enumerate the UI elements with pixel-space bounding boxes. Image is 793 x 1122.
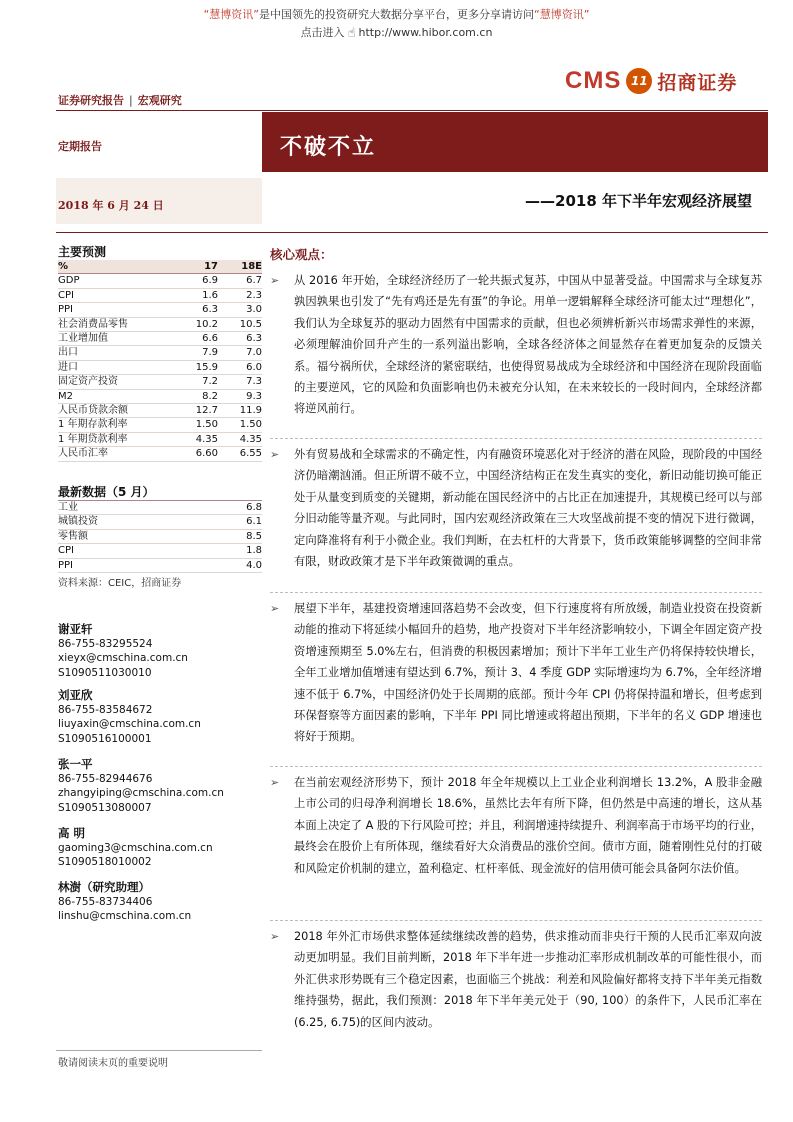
analyst-cert: S1090513080007 [58, 801, 152, 814]
core-view-text: 外有贸易战和全球需求的不确定性，内有融资环境恶化对于经济的潜在风险，现阶段的中国经济仍暗潮汹涌。但正所谓不破不立，中国经济结构正在发生真实的变化，新旧动能切换可能正处于从量变到质变的关键期，新动能在国民经济中的占比正在加速提升，其规模已经可以与部分旧动能等量齐观。与此同时，国内宏观经济政策在三大攻坚战前提不变的情况下进行微调，定向降准将有利于小微企业。我们判断，在去杠杆的大背景下，货币政策能够调整的空间非常有限，财政政策才是下半年政策微调的重点。 [294, 448, 762, 569]
forecast-table [58, 260, 262, 462]
analyst-phone: 86-755-83295524 [58, 637, 153, 650]
latest-data-table [58, 500, 262, 573]
value-2017: 1.6 [170, 288, 218, 302]
promo-brand-2: “慧博资讯” [534, 8, 590, 21]
value-2017: 10.2 [170, 317, 218, 331]
core-view-item [270, 772, 762, 879]
table-row [58, 404, 262, 418]
forecast-heading: 主要预测 [58, 245, 107, 259]
table-row [58, 375, 262, 389]
footer-note: 敬请阅读末页的重要说明 [58, 1058, 168, 1069]
table-row [58, 529, 262, 543]
paragraph-divider [270, 438, 762, 439]
value-2018e: 4.35 [218, 432, 262, 446]
value-2018e: 9.3 [218, 389, 262, 403]
table-row [58, 303, 262, 317]
core-view-text: 2018 年外汇市场供求整体延续继续改善的趋势，供求推动而非央行干预的人民币汇率双向波动更加明显。我们目前判断，2018 年下半年进一步推动汇率形成机制改革的可能性很小，而外汇供求形势既有三个稳定因素，也面临三个挑战：利差和风险偏好都将支持下半年美元指数维持强势，据此，我们预测：2018 年下半年美元处于（90, 100）的条件下，人民币汇率在(6.25, 6.75)的区间内波动。 [294, 930, 762, 1029]
logo-chinese: 招商证券 [657, 71, 738, 94]
breadcrumb-report: 证券研究报告 [58, 94, 124, 107]
value-2018e: 6.7 [218, 274, 262, 288]
value-2018e: 1.50 [218, 418, 262, 432]
indicator-name: 社会消费品零售 [58, 317, 170, 331]
header-divider [56, 110, 768, 111]
table-row [58, 288, 262, 302]
indicator-name: 工业增加值 [58, 332, 170, 346]
indicator-name: 1 年期存款利率 [58, 418, 170, 432]
table-row [58, 346, 262, 360]
promo-brand: “慧博资讯” [203, 8, 259, 21]
core-view-item [270, 444, 762, 572]
table-row [58, 418, 262, 432]
analyst-card [58, 688, 201, 746]
analyst-phone: 86-755-83584672 [58, 703, 153, 716]
value-2017: 6.3 [170, 303, 218, 317]
table-row [58, 544, 262, 558]
value-2018e: 6.55 [218, 447, 262, 461]
analyst-card [58, 880, 191, 924]
arrow-bullet-icon: ➢ [270, 448, 280, 461]
promo-text: 是中国领先的投资研究大数据分享平台，更多分享请访问 [259, 8, 534, 21]
table-row [58, 501, 262, 515]
data-source: 资料来源：CEIC，招商证券 [58, 578, 182, 589]
value-2017: 6.60 [170, 447, 218, 461]
analyst-card [58, 757, 224, 815]
table-row [58, 389, 262, 403]
indicator-name: PPI [58, 558, 208, 572]
analyst-name: 张一平 [58, 757, 93, 771]
analyst-name: 刘亚欣 [58, 688, 93, 702]
core-view-item [270, 926, 762, 1033]
indicator-name: 出口 [58, 346, 170, 360]
arrow-bullet-icon: ➢ [270, 274, 280, 287]
indicator-name: M2 [58, 389, 170, 403]
paragraph-divider [270, 766, 762, 767]
indicator-name: 人民币贷款余额 [58, 404, 170, 418]
core-views-heading: 核心观点： [270, 247, 333, 262]
value-2017: 4.35 [170, 432, 218, 446]
core-view-item [270, 598, 762, 748]
table-row [58, 317, 262, 331]
indicator-name: CPI [58, 544, 208, 558]
paragraph-divider [270, 920, 762, 921]
analyst-email[interactable]: gaoming3@cmschina.com.cn [58, 841, 213, 854]
analyst-phone: 86-755-83734406 [58, 895, 153, 908]
arrow-bullet-icon: ➢ [270, 602, 280, 615]
value-2017: 7.2 [170, 375, 218, 389]
analyst-name: 高 明 [58, 826, 86, 840]
table-row [58, 360, 262, 374]
value-2018e: 7.0 [218, 346, 262, 360]
indicator-name: 进口 [58, 360, 170, 374]
arrow-bullet-icon: ➢ [270, 776, 280, 789]
analyst-email[interactable]: linshu@cmschina.com.cn [58, 910, 192, 923]
report-subtitle: ——2018 年下半年宏观经济展望 [525, 192, 752, 210]
breadcrumb: 证券研究报告 | 宏观研究 [58, 94, 182, 107]
core-view-text: 从 2016 年开始，全球经济经历了一轮共振式复苏，中国从中显著受益。中国需求与全球复苏孰因孰果也引发了“先有鸡还是先有蛋”的争论。用单一逻辑解释全球经济可能太过“理想化”，我们认为全球复苏的驱动力固然有中国需求的贡献，但也必须辨析新兴市场需求弹性的来源，必须理解油价回升产生的一系列溢出影响，全球各经济体之间显然存在着更加复杂的反馈关系。福兮祸所伏，全球经济的紧密联结，也使得贸易战成为全球经济和中国经济在现阶段面临的主要逆风，它的风险和负面影响也仍未被充分认知，在未来较长的一段时间内，全球经济都将逆风前行。 [294, 274, 762, 416]
value-2017: 8.2 [170, 389, 218, 403]
analyst-email[interactable]: xieyx@cmschina.com.cn [58, 652, 188, 665]
core-view-item [270, 270, 762, 420]
column-header-unit: % [58, 260, 170, 274]
analyst-phone: 86-755-82944676 [58, 772, 153, 785]
value-2018e: 10.5 [218, 317, 262, 331]
indicator-name: CPI [58, 288, 170, 302]
table-row [58, 274, 262, 288]
table-row [58, 447, 262, 461]
report-date: 2018 年 6 月 24 日 [58, 199, 164, 212]
latest-value: 6.8 [208, 501, 262, 515]
analyst-cert: S1090511030010 [58, 666, 152, 679]
value-2018e: 6.0 [218, 360, 262, 374]
report-type: 定期报告 [58, 140, 102, 153]
promo-enter-text[interactable]: 点击进入 [300, 26, 345, 39]
core-view-text: 展望下半年，基建投资增速回落趋势不会改变，但下行速度将有所放缓，制造业投资在投资新动能的推动下将延续小幅回升的趋势，地产投资对下半年经济影响较小，下调全年固定资产投资增速预期至 5.0%左右，但消费的积极因素增加；预计下半年工业生产仍将保持较快增长，全年工业增加值增速有望达到 6.7%，预计 3、4 季度 GDP 实际增速均为 6.7%，全年经济增速不低于 6.7%，中国经济仍处于长周期的底部。预计今年 CPI 仍将保持温和增长，但考虑到环保督察等方面因素的影响，下半年 PPI 同比增速或将超出预期，下半年的名义 GDP 增速也将好于预期。 [294, 602, 762, 744]
latest-value: 6.1 [208, 515, 262, 529]
footer-divider [56, 1050, 262, 1051]
table-row [58, 515, 262, 529]
analyst-card [58, 622, 188, 680]
indicator-name: 零售额 [58, 529, 208, 543]
analyst-name: 林澍（研究助理） [58, 880, 150, 894]
latest-value: 4.0 [208, 558, 262, 572]
value-2018e: 11.9 [218, 404, 262, 418]
analyst-cert: S1090518010002 [58, 856, 152, 869]
indicator-name: 固定资产投资 [58, 375, 170, 389]
analyst-cert: S1090516100001 [58, 732, 152, 745]
indicator-name: 人民币汇率 [58, 447, 170, 461]
value-2017: 6.9 [170, 274, 218, 288]
promo-banner [0, 6, 793, 22]
column-header-17: 17 [170, 260, 218, 274]
indicator-name: GDP [58, 274, 170, 288]
table-row [58, 332, 262, 346]
indicator-name: PPI [58, 303, 170, 317]
value-2018e: 2.3 [218, 288, 262, 302]
promo-link-line[interactable] [0, 24, 793, 41]
latest-value: 8.5 [208, 529, 262, 543]
analyst-name: 谢亚轩 [58, 622, 93, 636]
paragraph-divider [270, 592, 762, 593]
breadcrumb-macro: 宏观研究 [137, 94, 182, 107]
report-title: 不破不立 [280, 134, 377, 160]
table-row [58, 558, 262, 572]
latest-value: 1.8 [208, 544, 262, 558]
analyst-email[interactable]: liuyaxin@cmschina.com.cn [58, 718, 201, 731]
value-2017: 7.9 [170, 346, 218, 360]
latest-data-heading: 最新数据（5 月） [58, 485, 155, 499]
header-bottom-divider [56, 232, 768, 233]
value-2017: 15.9 [170, 360, 218, 374]
table-header-row [58, 260, 262, 274]
value-2017: 1.50 [170, 418, 218, 432]
core-view-text: 在当前宏观经济形势下，预计 2018 年全年规模以上工业企业利润增长 13.2%，A 股非金融上市公司的归母净利润增长 18.6%，虽然比去年有所下降，但仍然是中高速的增长，这从基本面上决定了 A 股的下行风险可控；并且，利润增速持续提升、利润率高于市场平均的行业，最终会在股价上有所体现，继续看好大众消费品的涨价空间。债市方面，随着刚性兑付的打破和风险定价机制的建立，盈利稳定、杠杆率低、现金流好的信用债可能会具备阿尔法价值。 [294, 776, 762, 875]
indicator-name: 城镇投资 [58, 515, 208, 529]
value-2017: 12.7 [170, 404, 218, 418]
value-2018e: 6.3 [218, 332, 262, 346]
logo-emblem-icon: 11 [626, 68, 652, 94]
analyst-email[interactable]: zhangyiping@cmschina.com.cn [58, 787, 224, 800]
promo-url-link[interactable]: http://www.hibor.com.cn [358, 26, 493, 39]
indicator-name: 1 年期贷款利率 [58, 432, 170, 446]
indicator-name: 工业 [58, 501, 208, 515]
value-2018e: 7.3 [218, 375, 262, 389]
logo-latin: CMS [565, 67, 622, 94]
pointer-click-icon: ☝ [347, 26, 356, 41]
analyst-card [58, 826, 213, 870]
column-header-18e: 18E [218, 260, 262, 274]
value-2018e: 3.0 [218, 303, 262, 317]
table-row [58, 432, 262, 446]
value-2017: 6.6 [170, 332, 218, 346]
arrow-bullet-icon: ➢ [270, 930, 280, 943]
cms-logo [565, 66, 737, 96]
